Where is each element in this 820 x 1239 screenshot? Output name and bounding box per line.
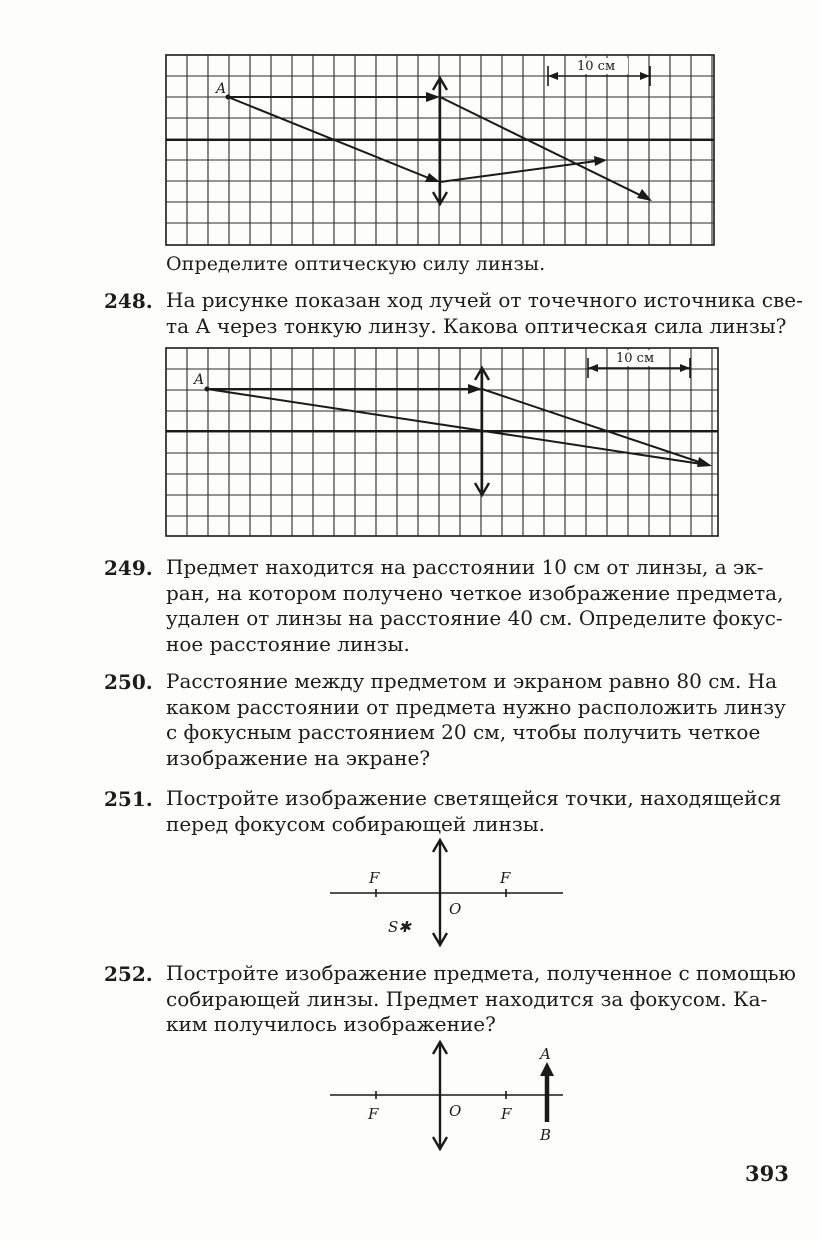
text-line: собирающей линзы. Предмет находится за фокусом. Ка- (166, 986, 768, 1011)
text-line: Предмет находится на расстоянии 10 см от линзы, а эк- (166, 555, 764, 579)
problem-number: 249. (104, 556, 153, 580)
problem-number: 248. (104, 289, 153, 313)
focus-label: F (501, 1105, 512, 1123)
text-line: с фокусным расстоянием 20 см, чтобы получить четкое (166, 720, 761, 744)
text-line: ное расстояние линзы. (166, 631, 410, 656)
center-label: O (449, 900, 462, 918)
text-line: ран, на котором получено четкое изображение предмета, (166, 580, 784, 605)
scale-label: 10 см (577, 59, 616, 74)
point-label: A (216, 81, 227, 97)
text-line: На рисунке показан ход лучей от точечного источника све- (166, 288, 803, 312)
text-line: Постройте изображение предмета, полученное с помощью (166, 961, 796, 985)
text-line: изображение на экране? (166, 745, 431, 770)
focus-label: F (368, 1105, 379, 1123)
page-number: 393 (745, 1161, 789, 1186)
point-label: A (194, 372, 205, 388)
object-arrow (540, 1062, 554, 1122)
center-label: O (449, 1102, 462, 1120)
text-line: удален от линзы на расстояние 40 см. Определите фокус- (166, 606, 783, 630)
object-top-label: A (540, 1045, 551, 1063)
text-line: та А через тонкую линзу. Какова оптическая сила линзы? (166, 313, 787, 338)
problem-number: 252. (104, 962, 153, 986)
text-line: ким получилось изображение? (166, 1012, 496, 1036)
focus-label: F (369, 869, 380, 887)
problem-number: 251. (104, 787, 153, 811)
scale-label: 10 см (616, 351, 655, 366)
text-line: каком расстоянии от предмета нужно расположить линзу (166, 694, 786, 719)
text-line: Постройте изображение светящейся точки, находящейся (166, 786, 782, 810)
object-bottom-label: B (540, 1126, 552, 1144)
figure-caption: Определите оптическую силу линзы. (166, 253, 546, 275)
text-line: Расстояние между предметом и экраном равно 80 см. На (166, 669, 778, 693)
problem-number: 250. (104, 670, 153, 694)
focus-label: F (500, 869, 511, 887)
text-line: перед фокусом собирающей линзы. (166, 811, 546, 836)
source-label: S✱ (388, 918, 411, 936)
